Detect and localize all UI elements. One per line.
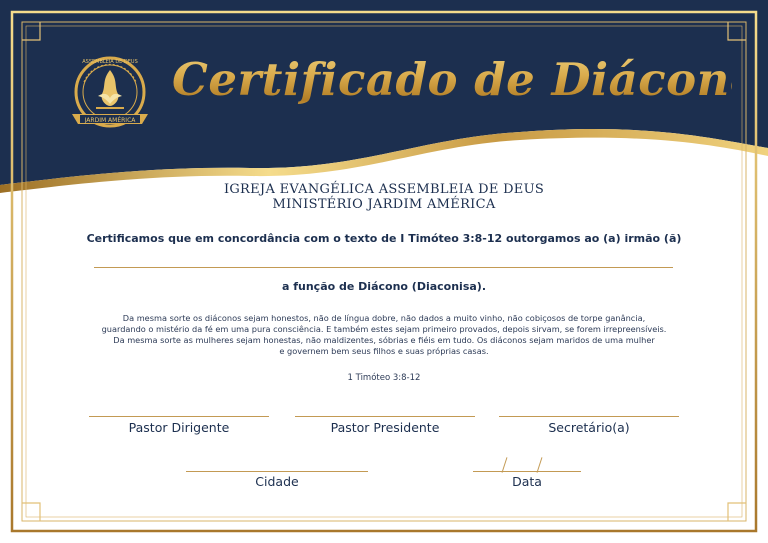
signature-label-pastor-dirigente: Pastor Dirigente <box>128 420 230 435</box>
signature-line-pastor-presidente[interactable] <box>295 416 475 417</box>
recipient-name-line[interactable] <box>94 267 673 268</box>
verse-line: guardando o mistério da fé em uma pura consciência. E também estes sejam primeiro provados, depois sirvam, se forem irrepreensíveis. <box>101 324 667 334</box>
church-name <box>134 182 634 212</box>
signature-line-secretario[interactable] <box>499 416 679 417</box>
date-line[interactable] <box>473 471 581 472</box>
verse-line: Da mesma sorte as mulheres sejam honestas, não maldizentes, sóbrias e fiéis em tudo. Os diáconos sejam maridos de uma mulher <box>113 335 655 345</box>
church-line-2: MINISTÉRIO JARDIM AMÉRICA <box>272 197 496 212</box>
verse-line: e governem bem seus filhos e suas próprias casas. <box>279 346 489 356</box>
function-text: a função de Diácono (Diaconisa). <box>281 280 487 293</box>
certification-statement: Certificamos que em concordância com o texto de I Timóteo 3:8-12 outorgamos ao (a) irmão (ã) <box>86 232 682 245</box>
church-emblem <box>62 52 158 138</box>
signature-label-pastor-presidente: Pastor Presidente <box>330 420 440 435</box>
city-line[interactable] <box>186 471 368 472</box>
emblem-arc-text: ASSEMBLEIA DE DEUS <box>82 59 138 65</box>
church-line-1: IGREJA EVANGÉLICA ASSEMBLEIA DE DEUS <box>223 182 545 197</box>
signature-line-pastor-dirigente[interactable] <box>89 416 269 417</box>
certificate-title: Certificado de Diácono <box>172 40 732 120</box>
city-label: Cidade <box>255 474 299 489</box>
signature-label-secretario: Secretário(a) <box>548 420 630 435</box>
emblem-banner-text: JARDIM AMÉRICA <box>84 117 136 124</box>
bible-verse-text <box>40 313 728 357</box>
verse-reference: 1 Timóteo 3:8-12 <box>347 373 421 383</box>
date-label: Data <box>512 474 542 489</box>
verse-line: Da mesma sorte os diáconos sejam honestos, não de língua dobre, não dados a muito vinho, não cobiçosos de torpe ganância, <box>122 313 646 323</box>
